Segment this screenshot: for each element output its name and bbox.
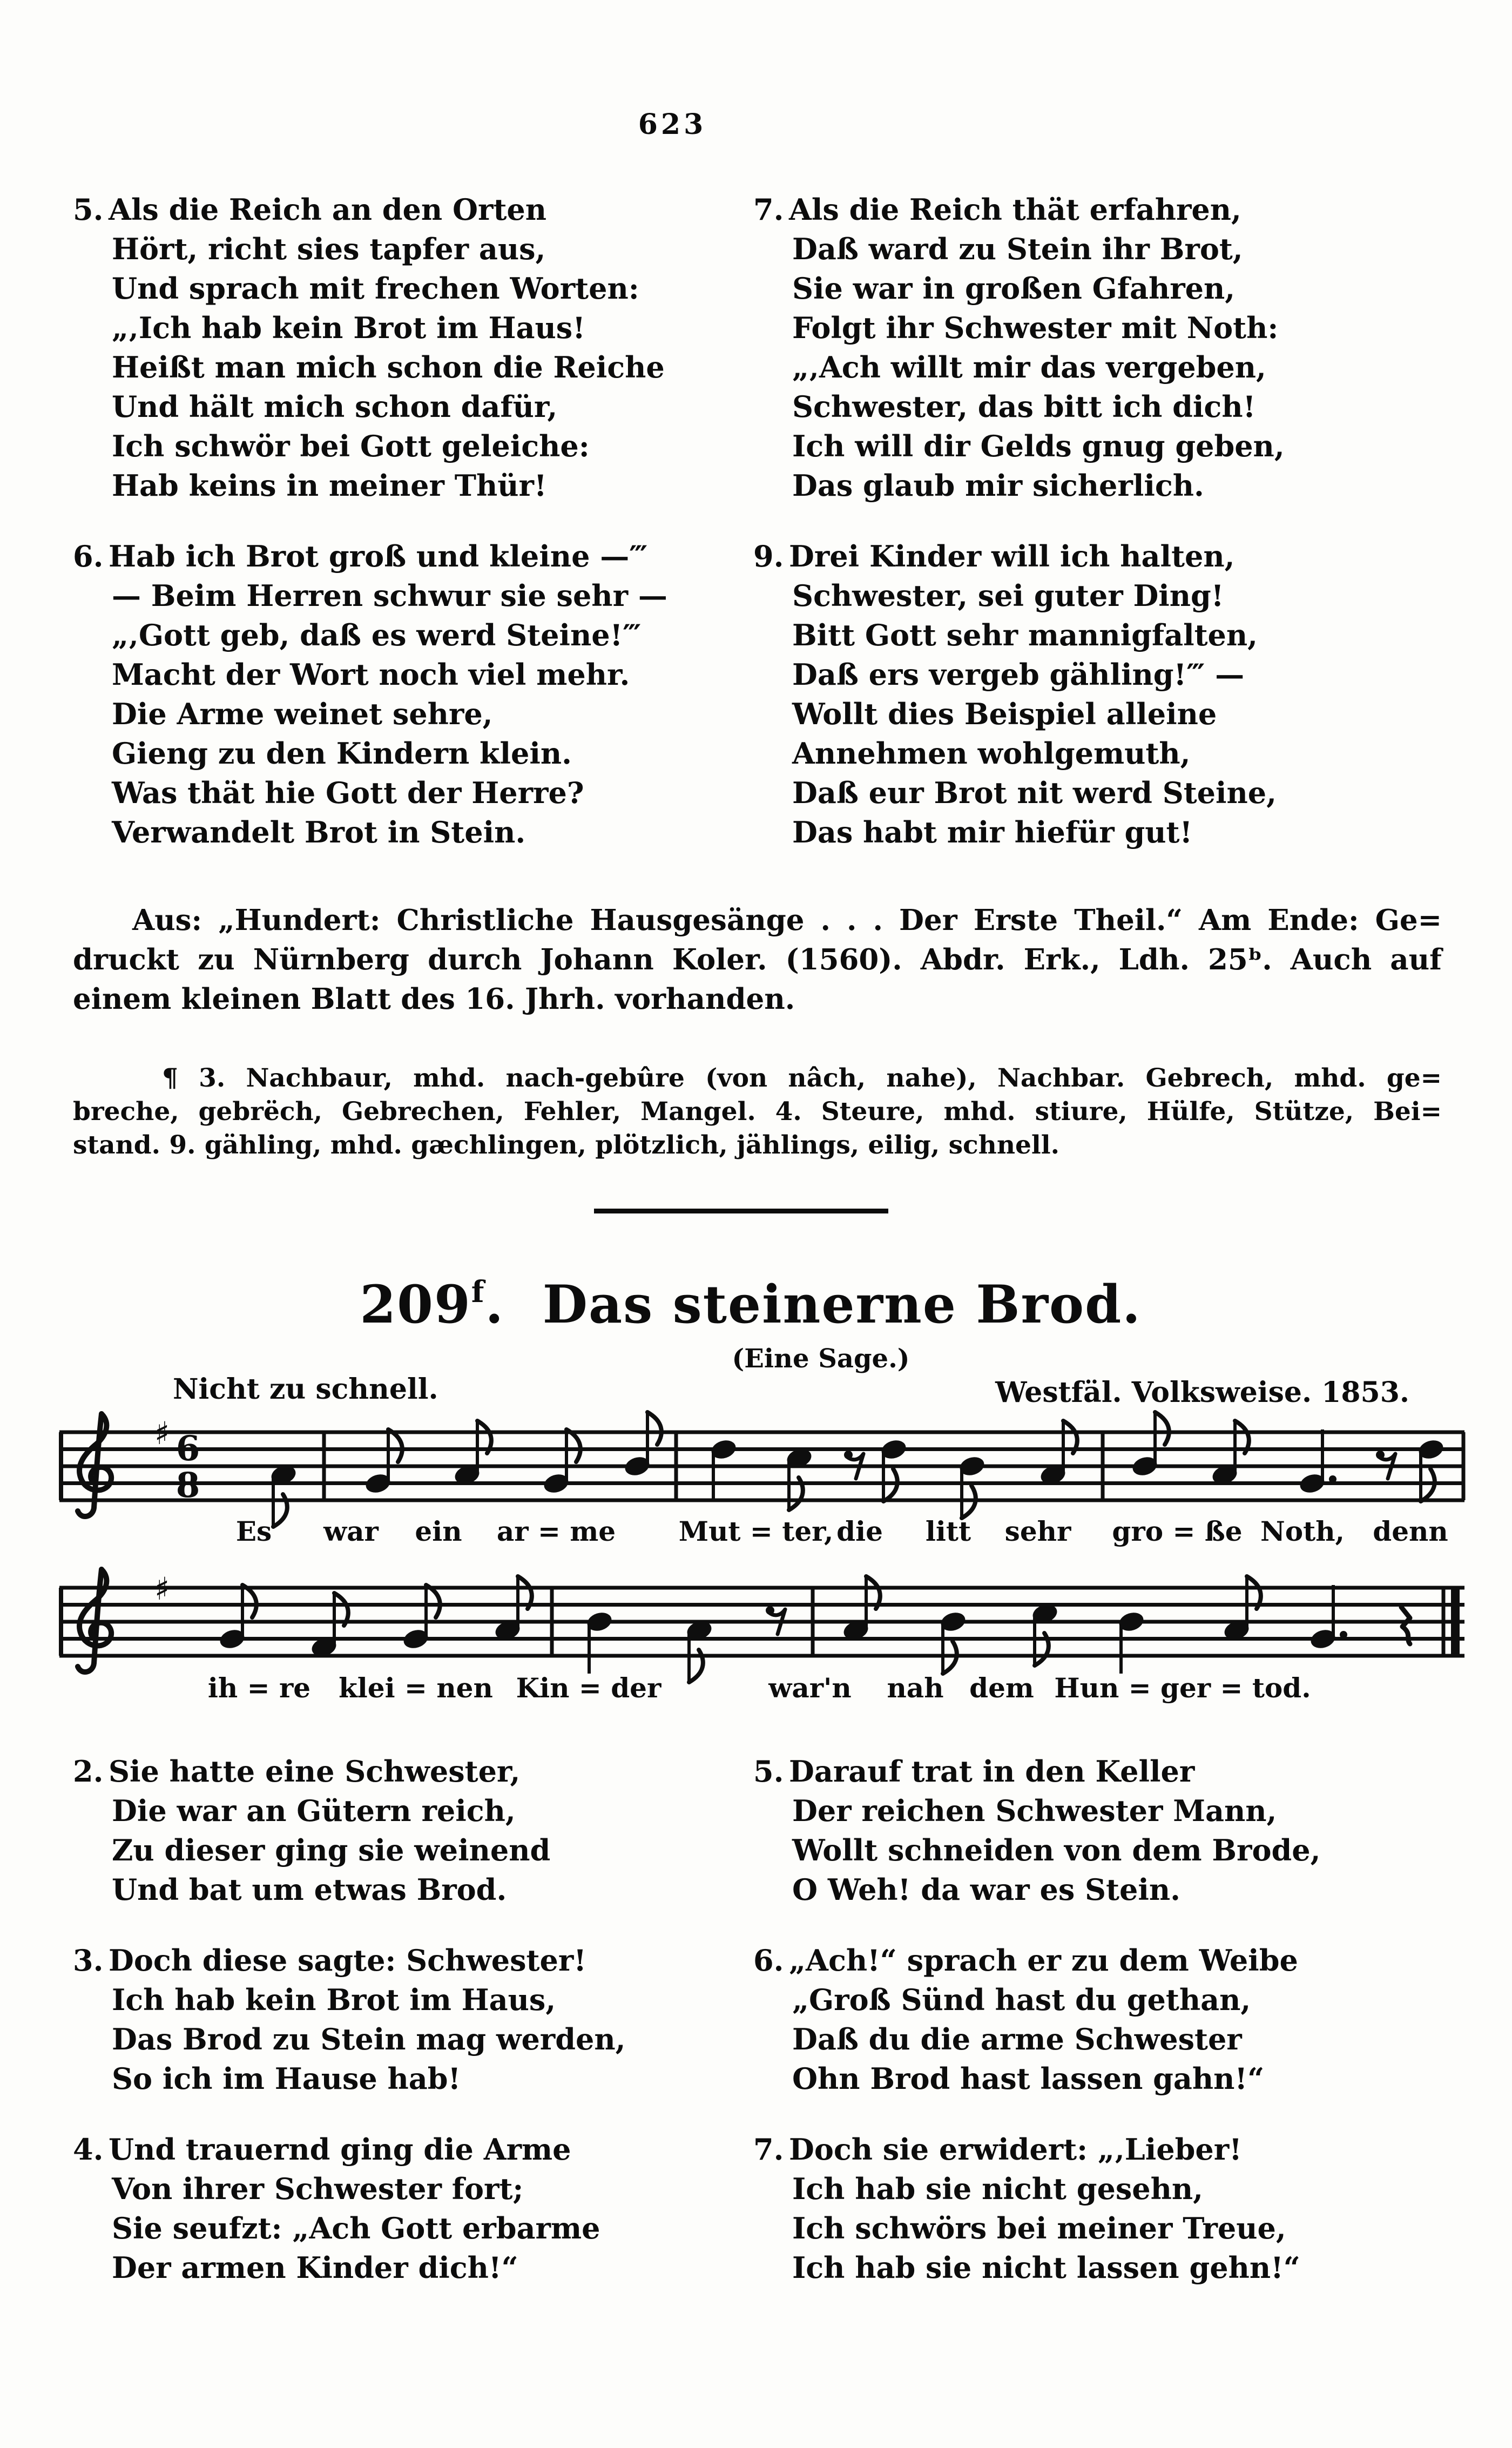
lyric-syllable: Noth, xyxy=(1260,1515,1345,1547)
verse-number: 6. xyxy=(73,539,104,574)
verse-number: 5. xyxy=(73,192,104,227)
lyric-syllable: Kin = der xyxy=(516,1672,662,1704)
verse-line: O Weh! da war es Stein. xyxy=(792,1872,1180,1907)
lyric-syllable: ein xyxy=(415,1515,462,1547)
song-number-suffix: . xyxy=(485,1274,504,1335)
verse-number: 2. xyxy=(73,1754,104,1789)
verse-line: Und sprach mit frechen Worten: xyxy=(112,271,639,306)
lyric-syllable: war xyxy=(323,1515,379,1547)
verse-line: 4. Und trauernd ging die Arme xyxy=(73,2130,764,2169)
verse-column-top-right xyxy=(753,190,1472,884)
verse-line: Folgt ihr Schwester mit Noth: xyxy=(792,311,1279,345)
verse-line: — Beim Herren schwur sie sehr — xyxy=(112,578,667,613)
verse-line: Sie seufzt: „Ach Gott erbarme xyxy=(112,2211,600,2245)
prose-line: Aus: „Hundert: Christliche Hausgesänge . . . Der Erste Theil.“ Am Ende: Ge= xyxy=(132,903,1442,937)
verse xyxy=(753,537,1472,852)
verse xyxy=(753,1941,1472,2099)
verse-number: 4. xyxy=(73,2132,104,2167)
lyric-syllable: war'n xyxy=(768,1672,852,1704)
song-subtitle: (Eine Sage.) xyxy=(732,1344,910,1374)
verse-line: 3. Doch diese sagte: Schwester! xyxy=(73,1941,764,1980)
verse-line: Von ihrer Schwester fort; xyxy=(112,2171,524,2206)
verse-line: Hab keins in meiner Thür! xyxy=(112,468,547,503)
prose-line: druckt zu Nürnberg durch Johann Koler. (1560). Abdr. Erk., Ldh. 25ᵇ. Auch auf xyxy=(73,943,1442,976)
lyric-syllable: Es xyxy=(235,1515,272,1547)
prose-line: breche, gebrëch, Gebrechen, Fehler, Mangel. 4. Steure, mhd. stiure, Hülfe, Stütze, Bei= xyxy=(73,1097,1442,1127)
verse-line: „‚Ich hab kein Brot im Haus! xyxy=(112,311,585,345)
verse-line: Sie war in großen Gfahren, xyxy=(792,271,1236,306)
lyric-syllable: nah xyxy=(887,1672,944,1704)
verse-line: 7. Doch sie erwidert: „‚Lieber! xyxy=(753,2130,1472,2169)
verse-line: Macht der Wort noch viel mehr. xyxy=(112,657,630,692)
verse-line: Wollt schneiden von dem Brode, xyxy=(792,1833,1321,1867)
verse-line: Was thät hie Gott der Herre? xyxy=(112,775,584,810)
verse-line: 5. Darauf trat in den Keller xyxy=(753,1752,1472,1791)
verse-line: „Groß Sünd hast du gethan, xyxy=(792,1982,1251,2017)
source-note xyxy=(73,901,1442,1019)
verse-number: 5. xyxy=(753,1754,784,1789)
verse-line: Bitt Gott sehr mannigfalten, xyxy=(792,618,1258,652)
verse-line: „‚Gott geb, daß es werd Steine!‴ xyxy=(112,618,642,652)
verse xyxy=(753,2130,1472,2288)
lyric-syllable: dem xyxy=(969,1672,1034,1704)
verse-line: Zu dieser ging sie weinend xyxy=(112,1833,551,1867)
verse-line: Heißt man mich schon die Reiche xyxy=(112,350,665,385)
verse-line: Ohn Brod hast lassen gahn!“ xyxy=(792,2061,1265,2096)
verse-line: Das Brod zu Stein mag werden, xyxy=(112,2022,626,2056)
verse-column-top-left xyxy=(73,190,764,884)
verse-line: Der reichen Schwester Mann, xyxy=(792,1793,1277,1828)
verse-number: 7. xyxy=(753,2132,784,2167)
song-number-variant: f xyxy=(471,1274,485,1309)
section-divider-rule xyxy=(594,1209,888,1213)
verse-line: Verwandelt Brot in Stein. xyxy=(112,815,526,849)
verse-line: 5. Als die Reich an den Orten xyxy=(73,190,764,230)
verse-line: Hört, richt sies tapfer aus, xyxy=(112,232,546,266)
svg-text:6: 6 xyxy=(176,1428,200,1469)
verse-line: So ich im Hause hab! xyxy=(112,2061,461,2096)
verse-line: Ich hab sie nicht lassen gehn!“ xyxy=(792,2250,1300,2285)
verse-line: Die Arme weinet sehre, xyxy=(112,697,493,731)
verse-line: Das habt mir hiefür gut! xyxy=(792,815,1193,849)
verse-number: 6. xyxy=(753,1943,784,1978)
verse xyxy=(753,1752,1472,1910)
verse xyxy=(73,190,764,505)
verse xyxy=(753,190,1472,505)
lyric-syllable: gro = ße xyxy=(1112,1515,1243,1547)
lyric-syllable: Mut = ter, xyxy=(678,1515,834,1547)
verse xyxy=(73,1941,764,2099)
verse-line: Die war an Gütern reich, xyxy=(112,1793,516,1828)
verse xyxy=(73,1752,764,1910)
lyric-syllable: litt xyxy=(925,1515,971,1547)
verse-number: 3. xyxy=(73,1943,104,1978)
lyric-syllable: denn xyxy=(1373,1515,1448,1547)
tempo-marking: Nicht zu schnell. xyxy=(173,1373,438,1406)
verse-column-bottom-right xyxy=(753,1752,1472,2319)
verse-line: Schwester, sei guter Ding! xyxy=(792,578,1224,613)
verse-number: 7. xyxy=(753,192,784,227)
lyric-syllable: ih = re xyxy=(207,1672,311,1704)
song-title xyxy=(0,1265,1501,1335)
footnote-glossary xyxy=(73,1062,1442,1162)
lyric-syllable: die xyxy=(836,1515,883,1547)
svg-text:♯: ♯ xyxy=(154,1570,170,1607)
prose-line: ¶ 3. Nachbaur, mhd. nach-gebûre (von nâch, nahe), Nachbar. Gebrech, mhd. ge= xyxy=(162,1063,1442,1093)
prose-line: stand. 9. gähling, mhd. gæchlingen, plötzlich, jählings, eilig, schnell. xyxy=(73,1130,1059,1160)
verse xyxy=(73,537,764,852)
verse-line: Ich hab sie nicht gesehn, xyxy=(792,2171,1203,2206)
lyric-syllable: sehr xyxy=(1004,1515,1071,1547)
verse-line: Ich schwörs bei meiner Treue, xyxy=(792,2211,1286,2245)
verse-line: 2. Sie hatte eine Schwester, xyxy=(73,1752,764,1791)
lyric-syllable: klei = nen xyxy=(339,1672,493,1704)
verse-line: Schwester, das bitt ich dich! xyxy=(792,389,1256,424)
verse-line: Wollt dies Beispiel alleine xyxy=(792,697,1217,731)
verse-line: 9. Drei Kinder will ich halten, xyxy=(753,537,1472,576)
song-number: 209 xyxy=(360,1274,471,1335)
svg-text:8: 8 xyxy=(176,1465,200,1506)
verse xyxy=(73,2130,764,2288)
verse-line: Daß eur Brot nit werd Steine, xyxy=(792,775,1277,810)
verse-line: 6. Hab ich Brot groß und kleine —‴ xyxy=(73,537,764,576)
verse-line: Der armen Kinder dich!“ xyxy=(112,2250,518,2285)
verse-line: Annehmen wohlgemuth, xyxy=(792,736,1191,771)
prose-line: einem kleinen Blatt des 16. Jhrh. vorhanden. xyxy=(73,982,795,1016)
verse-number: 9. xyxy=(753,539,784,574)
verse-line: Gieng zu den Kindern klein. xyxy=(112,736,572,771)
verse-line: Ich schwör bei Gott geleiche: xyxy=(112,429,590,463)
verse-line: Daß ers vergeb gähling!‴ — xyxy=(792,657,1245,692)
verse-line: „‚Ach willt mir das vergeben, xyxy=(792,350,1266,385)
verse-line: Ich hab kein Brot im Haus, xyxy=(112,1982,556,2017)
verse-line: Und bat um etwas Brod. xyxy=(112,1872,507,1907)
verse-column-bottom-left xyxy=(73,1752,764,2319)
svg-text:♯: ♯ xyxy=(154,1415,170,1452)
lyric-syllable: Hun = ger = tod. xyxy=(1054,1672,1311,1704)
verse-line: Ich will dir Gelds gnug geben, xyxy=(792,429,1285,463)
song-title-text: Das steinerne Brod. xyxy=(542,1274,1142,1335)
verse-line: Daß du die arme Schwester xyxy=(792,2022,1242,2056)
verse-line: Das glaub mir sicherlich. xyxy=(792,468,1204,503)
verse-line: 6. „Ach!“ sprach er zu dem Weibe xyxy=(753,1941,1472,1980)
verse-line: Daß ward zu Stein ihr Brot, xyxy=(792,232,1243,266)
page-number: 623 xyxy=(638,108,707,141)
lyric-syllable: ar = me xyxy=(496,1515,616,1547)
verse-line: 7. Als die Reich thät erfahren, xyxy=(753,190,1472,230)
melody-attribution: Westfäl. Volksweise. 1853. xyxy=(995,1376,1409,1409)
verse-line: Und hält mich schon dafür, xyxy=(112,389,558,424)
